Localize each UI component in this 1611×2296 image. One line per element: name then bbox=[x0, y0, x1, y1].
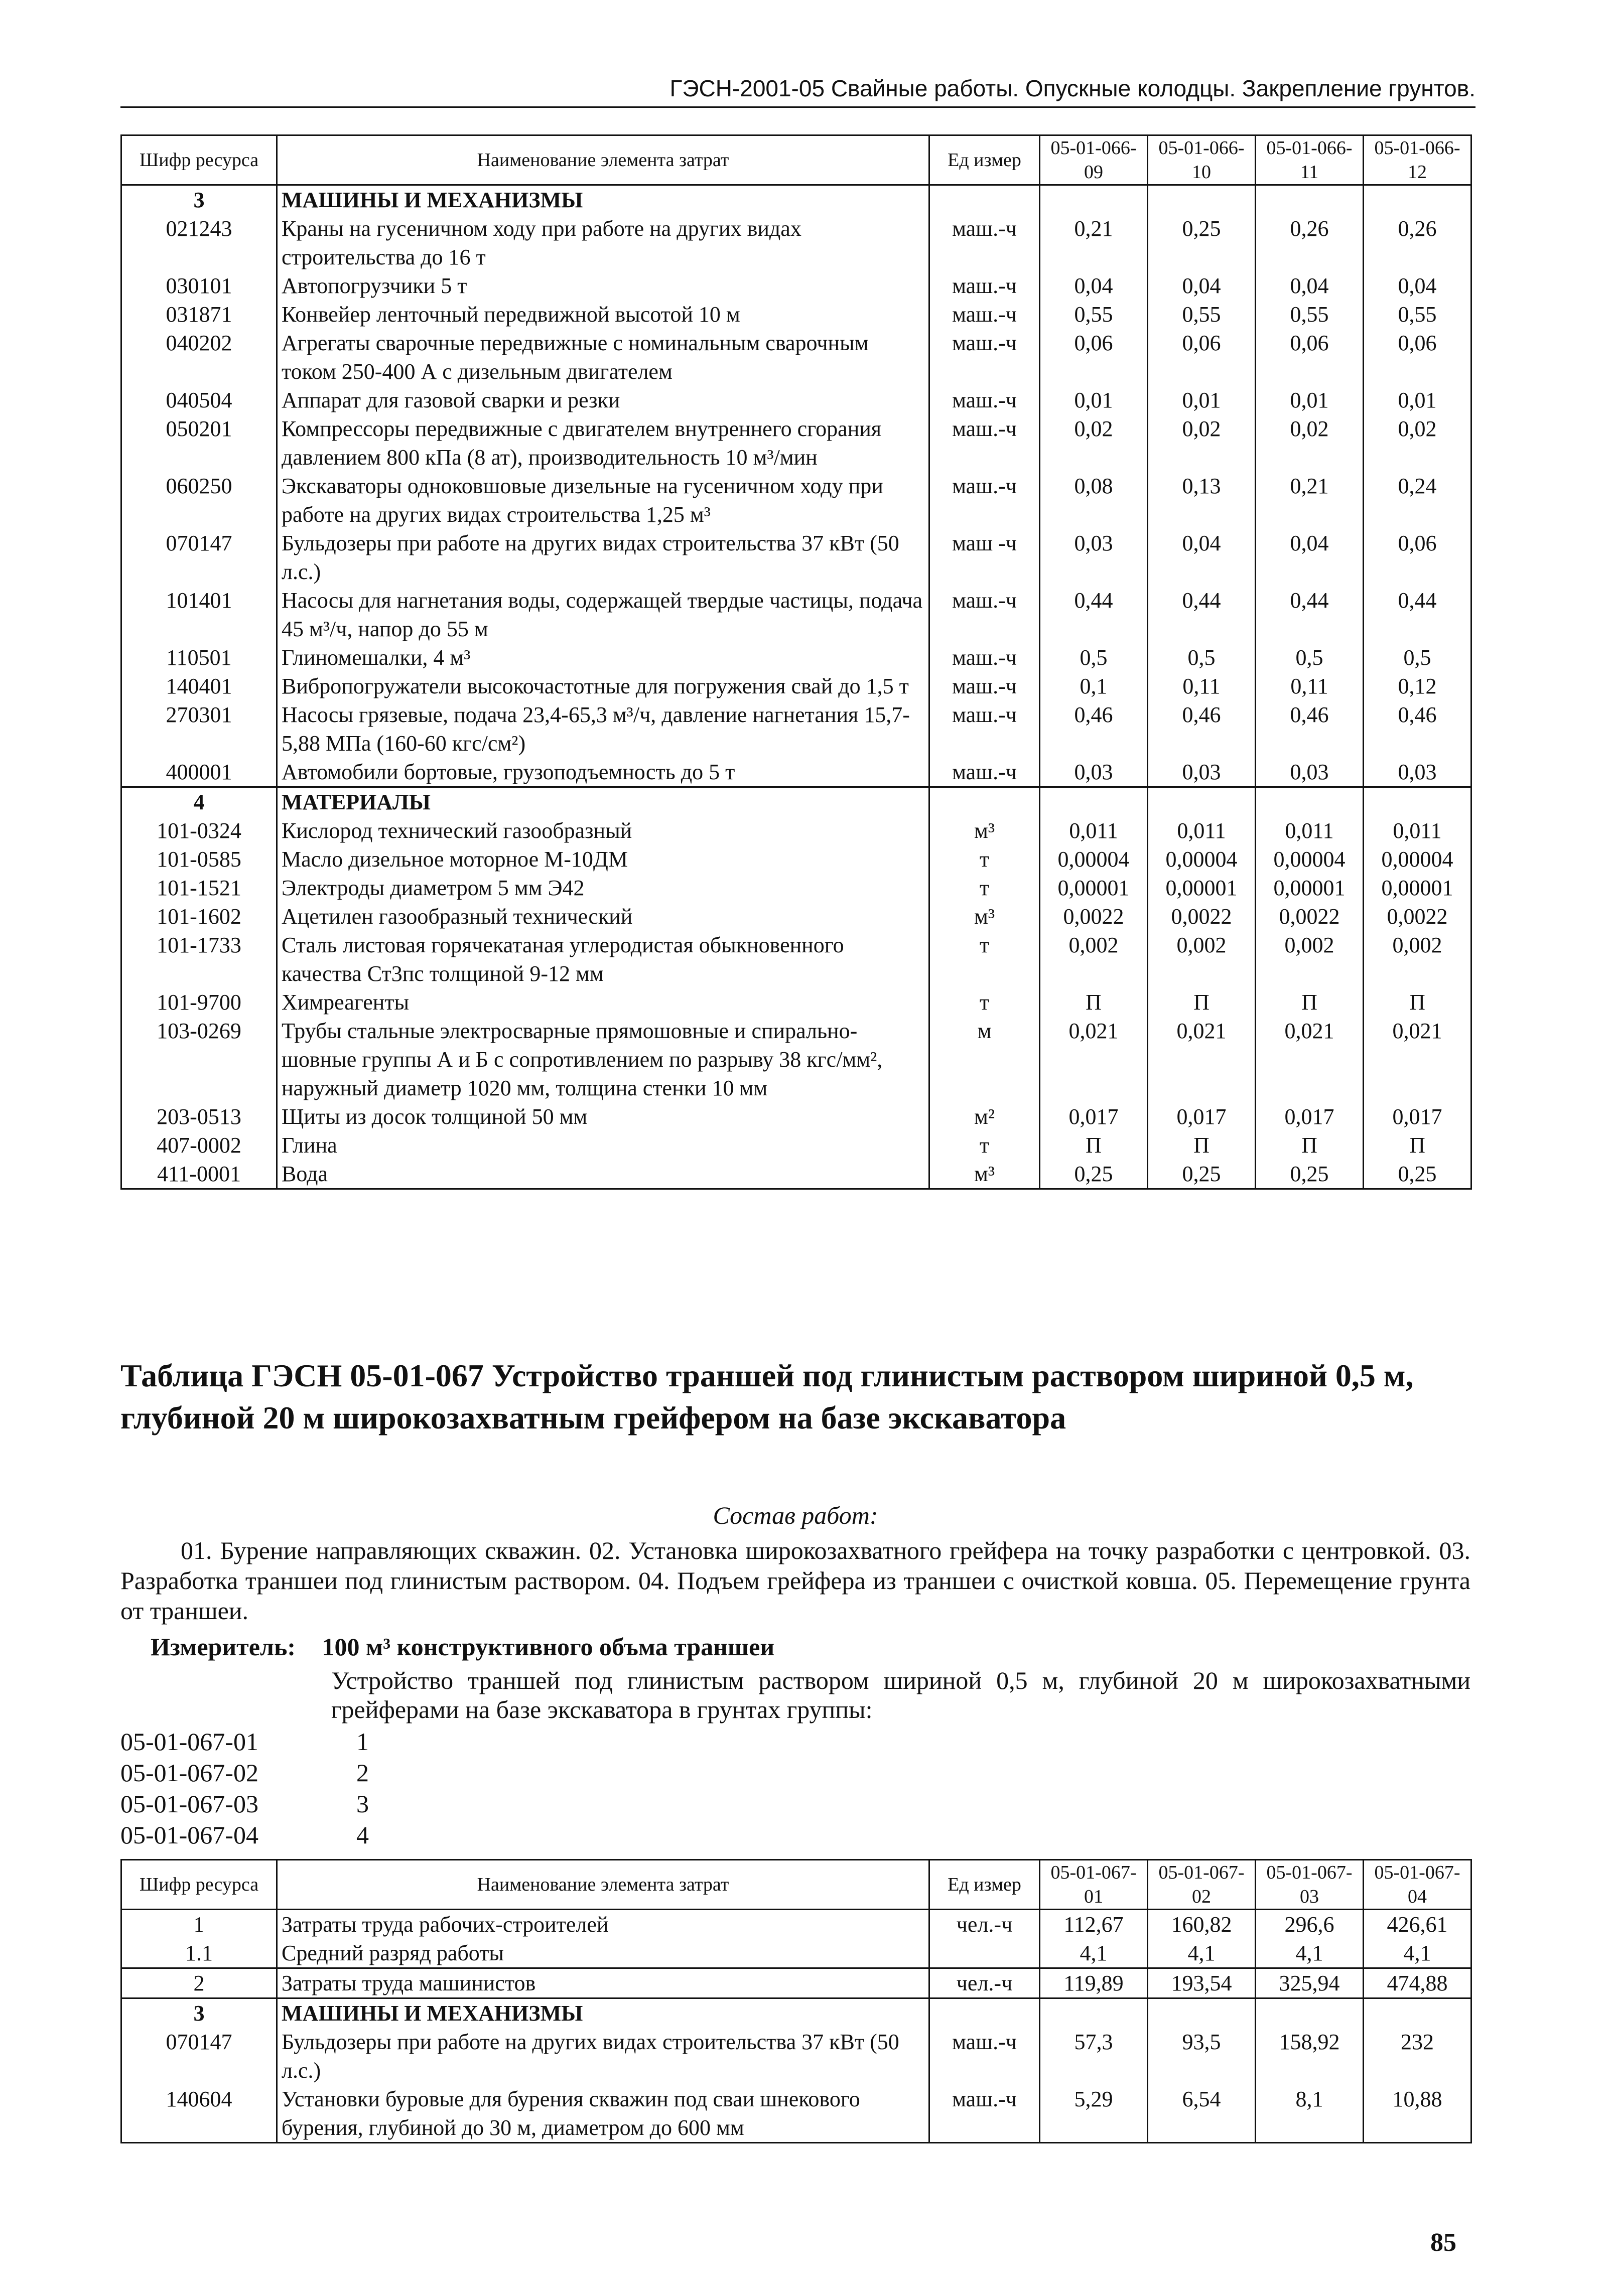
resource-name: Конвейер ленточный передвижной высотой 10 м bbox=[277, 300, 929, 329]
resource-value: 0,03 bbox=[1364, 758, 1471, 787]
resource-code: 1.1 bbox=[121, 1939, 277, 1968]
resource-unit: маш.-ч bbox=[929, 2085, 1040, 2143]
resource-value: 0,0022 bbox=[1040, 902, 1148, 931]
resource-value: 0,5 bbox=[1148, 643, 1256, 672]
table-row bbox=[121, 1939, 1471, 1968]
section-title: МАШИНЫ И МЕХАНИЗМЫ bbox=[277, 185, 929, 215]
code-row bbox=[120, 1819, 369, 1850]
resource-value: 0,01 bbox=[1364, 386, 1471, 414]
table-row bbox=[121, 529, 1471, 586]
empty-cell bbox=[1364, 787, 1471, 817]
resource-value: 6,54 bbox=[1148, 2085, 1256, 2143]
resource-name: Ацетилен газообразный технический bbox=[277, 902, 929, 931]
resource-value: 0,44 bbox=[1148, 586, 1256, 643]
table-row bbox=[121, 414, 1471, 472]
resource-value: П bbox=[1256, 988, 1364, 1017]
table-header-row bbox=[121, 135, 1471, 185]
section-code: 3 bbox=[121, 185, 277, 215]
resource-value: 0,1 bbox=[1040, 672, 1148, 700]
resource-value: 0,04 bbox=[1256, 271, 1364, 300]
resource-value: 0,02 bbox=[1364, 414, 1471, 472]
resource-value: 0,26 bbox=[1364, 214, 1471, 271]
resource-name: Сталь листовая горячекатаная углеродистая обыкновенного качества Ст3пс толщиной 9-12 мм bbox=[277, 931, 929, 988]
resource-value: 4,1 bbox=[1040, 1939, 1148, 1968]
table-row bbox=[121, 874, 1471, 902]
resource-unit: маш.-ч bbox=[929, 271, 1040, 300]
resource-code: 203-0513 bbox=[121, 1102, 277, 1131]
resource-name: Аппарат для газовой сварки и резки bbox=[277, 386, 929, 414]
resource-value: 0,55 bbox=[1256, 300, 1364, 329]
resource-table-067 bbox=[120, 1859, 1472, 2143]
resource-value: 0,5 bbox=[1364, 643, 1471, 672]
resource-name: Вибропогружатели высокочастотные для погружения свай до 1,5 т bbox=[277, 672, 929, 700]
soil-group: 1 bbox=[356, 1728, 369, 1756]
resource-name: Вода bbox=[277, 1160, 929, 1189]
empty-cell bbox=[1256, 1998, 1364, 2028]
resource-name: Насосы грязевые, подача 23,4-65,3 м³/ч, давление нагнетания 15,7-5,88 МПа (160-60 кгс/см²) bbox=[277, 700, 929, 758]
resource-value: 0,5 bbox=[1040, 643, 1148, 672]
resource-value: 0,08 bbox=[1040, 472, 1148, 529]
empty-cell bbox=[1364, 185, 1471, 215]
resource-name: Агрегаты сварочные передвижные с номинальным сварочным током 250-400 А с дизельным двигателем bbox=[277, 329, 929, 386]
meter-value: 100 м³ конструктивного объма траншеи bbox=[322, 1633, 775, 1661]
column-header: 05-01-066-10 bbox=[1148, 135, 1256, 185]
table-row bbox=[121, 300, 1471, 329]
empty-cell bbox=[929, 185, 1040, 215]
resource-value: 0,11 bbox=[1256, 672, 1364, 700]
resource-unit: маш.-ч bbox=[929, 643, 1040, 672]
resource-unit: м² bbox=[929, 1102, 1040, 1131]
resource-value: 0,21 bbox=[1040, 214, 1148, 271]
column-header: 05-01-067-04 bbox=[1364, 1860, 1471, 1910]
resource-value: 0,03 bbox=[1148, 758, 1256, 787]
header-rule bbox=[120, 106, 1475, 108]
table-row bbox=[121, 2028, 1471, 2085]
resource-code: 2 bbox=[121, 1968, 277, 1998]
resource-code: 050201 bbox=[121, 414, 277, 472]
table-row bbox=[121, 1102, 1471, 1131]
column-header: Шифр ресурса bbox=[121, 1860, 277, 1910]
resource-code: 103-0269 bbox=[121, 1017, 277, 1102]
resource-value: 4,1 bbox=[1256, 1939, 1364, 1968]
resource-value: 0,021 bbox=[1364, 1017, 1471, 1102]
table-title-text: Устройство траншей под глинистым раствором шириной 0,5 м, глубиной 20 м широкозахватным грейфером на базе экскаватора bbox=[120, 1358, 1414, 1436]
resource-value: 296,6 bbox=[1256, 1910, 1364, 1939]
resource-code: 411-0001 bbox=[121, 1160, 277, 1189]
table-title-label: Таблица ГЭСН 05-01-067 bbox=[120, 1358, 484, 1393]
resource-value: 112,67 bbox=[1040, 1910, 1148, 1939]
resource-name: Глина bbox=[277, 1131, 929, 1160]
section-code: 3 bbox=[121, 1998, 277, 2028]
table-title bbox=[120, 1355, 1475, 1439]
resource-value: 8,1 bbox=[1256, 2085, 1364, 2143]
resource-value: 0,12 bbox=[1364, 672, 1471, 700]
norm-code: 05-01-067-04 bbox=[120, 1821, 258, 1849]
resource-value: 0,21 bbox=[1256, 472, 1364, 529]
soil-group: 2 bbox=[356, 1759, 369, 1787]
resource-unit: т bbox=[929, 874, 1040, 902]
norm-code: 05-01-067-03 bbox=[120, 1790, 258, 1818]
resource-value: 0,0022 bbox=[1256, 902, 1364, 931]
resource-code: 140604 bbox=[121, 2085, 277, 2143]
resource-value: 426,61 bbox=[1364, 1910, 1471, 1939]
resource-value: 0,06 bbox=[1364, 329, 1471, 386]
resource-unit: маш.-ч bbox=[929, 586, 1040, 643]
resource-name: Затраты труда рабочих-строителей bbox=[277, 1910, 929, 1939]
resource-code: 030101 bbox=[121, 271, 277, 300]
resource-name: Краны на гусеничном ходу при работе на других видах строительства до 16 т bbox=[277, 214, 929, 271]
table-row bbox=[121, 758, 1471, 787]
section-title: МАТЕРИАЛЫ bbox=[277, 787, 929, 817]
resource-value: 0,44 bbox=[1040, 586, 1148, 643]
resource-code: 101-0585 bbox=[121, 845, 277, 874]
resource-value: 0,011 bbox=[1364, 816, 1471, 845]
code-row bbox=[120, 1726, 369, 1757]
works-label: Состав работ: bbox=[713, 1501, 878, 1529]
resource-value: 4,1 bbox=[1364, 1939, 1471, 1968]
table-row bbox=[121, 1968, 1471, 1998]
resource-code: 270301 bbox=[121, 700, 277, 758]
empty-cell bbox=[1364, 1998, 1471, 2028]
table-row bbox=[121, 586, 1471, 643]
resource-value: 158,92 bbox=[1256, 2028, 1364, 2085]
resource-value: 0,0022 bbox=[1148, 902, 1256, 931]
resource-unit: маш.-ч bbox=[929, 386, 1040, 414]
resource-value: 0,04 bbox=[1364, 271, 1471, 300]
resource-value: 0,017 bbox=[1148, 1102, 1256, 1131]
resource-unit: т bbox=[929, 931, 1040, 988]
norm-code: 05-01-067-02 bbox=[120, 1759, 258, 1787]
resource-value: 0,017 bbox=[1256, 1102, 1364, 1131]
resource-unit: маш.-ч bbox=[929, 214, 1040, 271]
resource-value: 474,88 bbox=[1364, 1968, 1471, 1998]
resource-name: Глиномешалки, 4 м³ bbox=[277, 643, 929, 672]
resource-unit: маш.-ч bbox=[929, 300, 1040, 329]
page-number: 85 bbox=[1430, 2228, 1456, 2257]
resource-value: 0,03 bbox=[1040, 529, 1148, 586]
section-row bbox=[121, 1998, 1471, 2028]
resource-table-066 bbox=[120, 134, 1472, 1190]
resource-name: Затраты труда машинистов bbox=[277, 1968, 929, 1998]
resource-code: 070147 bbox=[121, 529, 277, 586]
resource-value: 0,02 bbox=[1148, 414, 1256, 472]
resource-value: П bbox=[1148, 1131, 1256, 1160]
column-header: 05-01-066-12 bbox=[1364, 135, 1471, 185]
soil-group: 4 bbox=[356, 1821, 369, 1849]
table-row bbox=[121, 2085, 1471, 2143]
resource-value: 0,44 bbox=[1364, 586, 1471, 643]
resource-value: 0,002 bbox=[1364, 931, 1471, 988]
resource-value: 0,017 bbox=[1364, 1102, 1471, 1131]
resource-code: 040202 bbox=[121, 329, 277, 386]
resource-value: 0,55 bbox=[1364, 300, 1471, 329]
resource-value: 57,3 bbox=[1040, 2028, 1148, 2085]
resource-value: 0,25 bbox=[1256, 1160, 1364, 1189]
resource-value: П bbox=[1364, 1131, 1471, 1160]
resource-unit: маш.-ч bbox=[929, 472, 1040, 529]
resource-unit: т bbox=[929, 845, 1040, 874]
resource-value: 0,00004 bbox=[1364, 845, 1471, 874]
resource-value: 0,06 bbox=[1256, 329, 1364, 386]
empty-cell bbox=[1256, 787, 1364, 817]
resource-unit: м bbox=[929, 1017, 1040, 1102]
resource-code: 110501 bbox=[121, 643, 277, 672]
resource-code: 101-1602 bbox=[121, 902, 277, 931]
resource-name: Автопогрузчики 5 т bbox=[277, 271, 929, 300]
resource-code: 101-9700 bbox=[121, 988, 277, 1017]
resource-value: П bbox=[1364, 988, 1471, 1017]
column-header: Наименование элемента затрат bbox=[277, 135, 929, 185]
resource-value: 0,04 bbox=[1256, 529, 1364, 586]
empty-cell bbox=[1040, 787, 1148, 817]
resource-value: 0,46 bbox=[1148, 700, 1256, 758]
resource-value: 0,04 bbox=[1148, 529, 1256, 586]
resource-value: 0,021 bbox=[1148, 1017, 1256, 1102]
resource-value: 0,021 bbox=[1040, 1017, 1148, 1102]
resource-code: 031871 bbox=[121, 300, 277, 329]
resource-code: 101401 bbox=[121, 586, 277, 643]
column-header: Наименование элемента затрат bbox=[277, 1860, 929, 1910]
table-row bbox=[121, 845, 1471, 874]
resource-value: 0,002 bbox=[1148, 931, 1256, 988]
code-row bbox=[120, 1757, 369, 1788]
resource-unit: маш.-ч bbox=[929, 414, 1040, 472]
resource-name: Электроды диаметром 5 мм Э42 bbox=[277, 874, 929, 902]
resource-value: 0,03 bbox=[1040, 758, 1148, 787]
resource-value: 0,06 bbox=[1148, 329, 1256, 386]
resource-value: 0,002 bbox=[1256, 931, 1364, 988]
resource-value: 0,06 bbox=[1364, 529, 1471, 586]
resource-value: 0,03 bbox=[1256, 758, 1364, 787]
resource-name: Компрессоры передвижные с двигателем внутреннего сгорания давлением 800 кПа (8 ат), производительность 10 м³/мин bbox=[277, 414, 929, 472]
resource-value: 0,00001 bbox=[1256, 874, 1364, 902]
resource-unit: м³ bbox=[929, 816, 1040, 845]
resource-value: 193,54 bbox=[1148, 1968, 1256, 1998]
norm-code: 05-01-067-01 bbox=[120, 1728, 258, 1756]
table-row bbox=[121, 386, 1471, 414]
meter bbox=[151, 1632, 774, 1662]
empty-cell bbox=[1148, 185, 1256, 215]
table-row bbox=[121, 816, 1471, 845]
resource-value: 160,82 bbox=[1148, 1910, 1256, 1939]
resource-value: 0,00001 bbox=[1364, 874, 1471, 902]
resource-value: 0,46 bbox=[1256, 700, 1364, 758]
resource-value: П bbox=[1256, 1131, 1364, 1160]
column-header: 05-01-066-11 bbox=[1256, 135, 1364, 185]
resource-name: Химреагенты bbox=[277, 988, 929, 1017]
resource-value: П bbox=[1148, 988, 1256, 1017]
resource-value: 0,44 bbox=[1256, 586, 1364, 643]
works-text: 01. Бурение направляющих скважин. 02. Установка широкозахватного грейфера на точку разработки с центровкой. 03. Разработка траншеи под глинистым раствором. 04. Подъем грейфера из траншеи с очисткой ковша. 05. Перемещение грунта от траншеи. bbox=[120, 1536, 1470, 1625]
table-row bbox=[121, 988, 1471, 1017]
resource-unit: м³ bbox=[929, 1160, 1040, 1189]
table-header-row bbox=[121, 1860, 1471, 1910]
resource-value: 0,5 bbox=[1256, 643, 1364, 672]
resource-name: Масло дизельное моторное М-10ДМ bbox=[277, 845, 929, 874]
empty-cell bbox=[929, 1998, 1040, 2028]
table-row bbox=[121, 271, 1471, 300]
resource-value: 0,02 bbox=[1256, 414, 1364, 472]
resource-value: 0,02 bbox=[1040, 414, 1148, 472]
resource-code: 060250 bbox=[121, 472, 277, 529]
table-row bbox=[121, 902, 1471, 931]
resource-value: 325,94 bbox=[1256, 1968, 1364, 1998]
resource-unit: маш.-ч bbox=[929, 329, 1040, 386]
table-row bbox=[121, 329, 1471, 386]
resource-unit bbox=[929, 1939, 1040, 1968]
column-header: Ед измер bbox=[929, 1860, 1040, 1910]
resource-unit: м³ bbox=[929, 902, 1040, 931]
norm-code-list bbox=[120, 1726, 369, 1850]
resource-name: Бульдозеры при работе на других видах строительства 37 кВт (50 л.с.) bbox=[277, 529, 929, 586]
table-row bbox=[121, 700, 1471, 758]
resource-value: 0,06 bbox=[1040, 329, 1148, 386]
resource-unit: маш.-ч bbox=[929, 672, 1040, 700]
table-row bbox=[121, 672, 1471, 700]
resource-value: 0,011 bbox=[1256, 816, 1364, 845]
section-row bbox=[121, 787, 1471, 817]
resource-unit: чел.-ч bbox=[929, 1968, 1040, 1998]
empty-cell bbox=[1040, 1998, 1148, 2028]
resource-value: 93,5 bbox=[1148, 2028, 1256, 2085]
resource-value: 0,04 bbox=[1148, 271, 1256, 300]
resource-value: 0,04 bbox=[1040, 271, 1148, 300]
resource-value: 0,46 bbox=[1364, 700, 1471, 758]
empty-cell bbox=[929, 787, 1040, 817]
resource-code: 140401 bbox=[121, 672, 277, 700]
resource-code: 400001 bbox=[121, 758, 277, 787]
resource-value: 0,01 bbox=[1256, 386, 1364, 414]
resource-name: Трубы стальные электросварные прямошовные и спирально-шовные группы А и Б с сопротивлением по разрыву 38 кгс/мм², наружный диаметр 1020 мм, толщина стенки 10 мм bbox=[277, 1017, 929, 1102]
resource-unit: маш -ч bbox=[929, 529, 1040, 586]
soil-group: 3 bbox=[356, 1790, 369, 1818]
resource-code: 070147 bbox=[121, 2028, 277, 2085]
resource-value: 0,25 bbox=[1364, 1160, 1471, 1189]
resource-code: 101-0324 bbox=[121, 816, 277, 845]
resource-value: 0,00001 bbox=[1148, 874, 1256, 902]
resource-code: 040504 bbox=[121, 386, 277, 414]
empty-cell bbox=[1256, 185, 1364, 215]
resource-value: П bbox=[1040, 988, 1148, 1017]
resource-name: Щиты из досок толщиной 50 мм bbox=[277, 1102, 929, 1131]
table-row bbox=[121, 643, 1471, 672]
code-row bbox=[120, 1788, 369, 1819]
resource-value: 0,002 bbox=[1040, 931, 1148, 988]
resource-value: 119,89 bbox=[1040, 1968, 1148, 1998]
column-header: Шифр ресурса bbox=[121, 135, 277, 185]
resource-value: 0,00004 bbox=[1040, 845, 1148, 874]
resource-code: 1 bbox=[121, 1910, 277, 1939]
resource-value: 0,25 bbox=[1148, 214, 1256, 271]
resource-value: 5,29 bbox=[1040, 2085, 1148, 2143]
empty-cell bbox=[1148, 1998, 1256, 2028]
resource-value: 232 bbox=[1364, 2028, 1471, 2085]
resource-unit: чел.-ч bbox=[929, 1910, 1040, 1939]
resource-value: П bbox=[1040, 1131, 1148, 1160]
resource-unit: маш.-ч bbox=[929, 700, 1040, 758]
meter-description: Устройство траншей под глинистым раствором шириной 0,5 м, глубиной 20 м широкозахватными грейферами на базе экскаватора в грунтах группы: bbox=[331, 1666, 1470, 1724]
resource-value: 0,25 bbox=[1148, 1160, 1256, 1189]
meter-label: Измеритель: bbox=[151, 1633, 296, 1661]
resource-code: 101-1733 bbox=[121, 931, 277, 988]
table-row bbox=[121, 214, 1471, 271]
resource-value: 0,55 bbox=[1040, 300, 1148, 329]
empty-cell bbox=[1148, 787, 1256, 817]
section-code: 4 bbox=[121, 787, 277, 817]
resource-value: 0,24 bbox=[1364, 472, 1471, 529]
section-title: МАШИНЫ И МЕХАНИЗМЫ bbox=[277, 1998, 929, 2028]
table-row bbox=[121, 931, 1471, 988]
resource-value: 0,13 bbox=[1148, 472, 1256, 529]
resource-name: Установки буровые для бурения скважин под сваи шнекового бурения, глубиной до 30 м, диаметром до 600 мм bbox=[277, 2085, 929, 2143]
resource-unit: т bbox=[929, 988, 1040, 1017]
resource-code: 407-0002 bbox=[121, 1131, 277, 1160]
resource-value: 0,26 bbox=[1256, 214, 1364, 271]
column-header: 05-01-067-03 bbox=[1256, 1860, 1364, 1910]
resource-value: 0,021 bbox=[1256, 1017, 1364, 1102]
resource-name: Средний разряд работы bbox=[277, 1939, 929, 1968]
resource-value: 0,00004 bbox=[1256, 845, 1364, 874]
resource-code: 021243 bbox=[121, 214, 277, 271]
column-header: 05-01-067-02 bbox=[1148, 1860, 1256, 1910]
resource-value: 0,55 bbox=[1148, 300, 1256, 329]
resource-value: 0,00004 bbox=[1148, 845, 1256, 874]
resource-value: 10,88 bbox=[1364, 2085, 1471, 2143]
resource-value: 0,11 bbox=[1148, 672, 1256, 700]
resource-value: 0,0022 bbox=[1364, 902, 1471, 931]
resource-value: 4,1 bbox=[1148, 1939, 1256, 1968]
column-header: Ед измер bbox=[929, 135, 1040, 185]
resource-value: 0,01 bbox=[1040, 386, 1148, 414]
resource-name: Экскаваторы одноковшовые дизельные на гусеничном ходу при работе на других видах строительства 1,25 м³ bbox=[277, 472, 929, 529]
resource-name: Насосы для нагнетания воды, содержащей твердые частицы, подача 45 м³/ч, напор до 55 м bbox=[277, 586, 929, 643]
running-header: ГЭСН-2001-05 Свайные работы. Опускные колодцы. Закрепление грунтов. bbox=[669, 75, 1475, 101]
resource-value: 0,01 bbox=[1148, 386, 1256, 414]
resource-value: 0,25 bbox=[1040, 1160, 1148, 1189]
table-row bbox=[121, 1910, 1471, 1939]
resource-value: 0,46 bbox=[1040, 700, 1148, 758]
table-row bbox=[121, 1131, 1471, 1160]
resource-name: Бульдозеры при работе на других видах строительства 37 кВт (50 л.с.) bbox=[277, 2028, 929, 2085]
column-header: 05-01-066-09 bbox=[1040, 135, 1148, 185]
resource-unit: маш.-ч bbox=[929, 758, 1040, 787]
resource-code: 101-1521 bbox=[121, 874, 277, 902]
section-row bbox=[121, 185, 1471, 215]
table-row bbox=[121, 1160, 1471, 1189]
resource-value: 0,017 bbox=[1040, 1102, 1148, 1131]
resource-value: 0,00001 bbox=[1040, 874, 1148, 902]
empty-cell bbox=[1040, 185, 1148, 215]
resource-unit: т bbox=[929, 1131, 1040, 1160]
resource-name: Кислород технический газообразный bbox=[277, 816, 929, 845]
column-header: 05-01-067-01 bbox=[1040, 1860, 1148, 1910]
resource-value: 0,011 bbox=[1040, 816, 1148, 845]
table-row bbox=[121, 1017, 1471, 1102]
resource-value: 0,011 bbox=[1148, 816, 1256, 845]
resource-unit: маш.-ч bbox=[929, 2028, 1040, 2085]
table-row bbox=[121, 472, 1471, 529]
resource-name: Автомобили бортовые, грузоподъемность до 5 т bbox=[277, 758, 929, 787]
